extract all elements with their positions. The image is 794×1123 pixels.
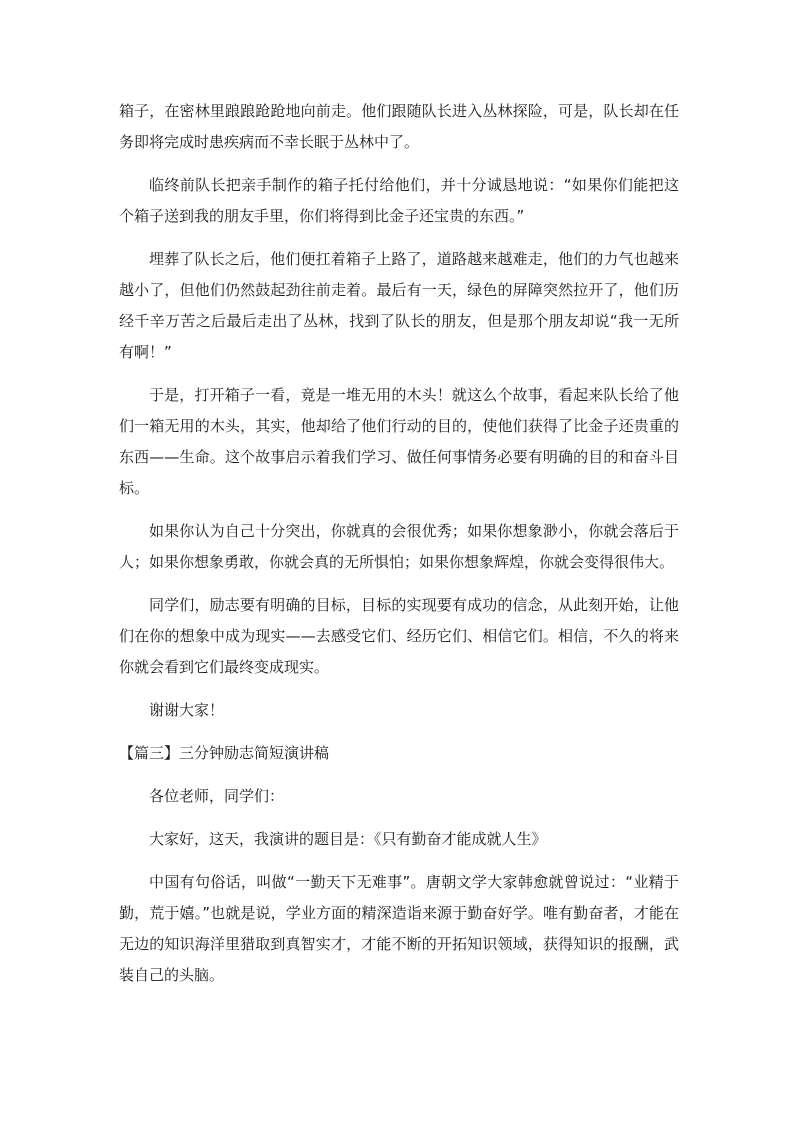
salutation: 各位老师，同学们： — [149, 787, 285, 805]
paragraph-2: 临终前队长把亲手制作的箱子托付给他们，并十分诚恳地说：“如果你们能把这个箱子送到我的朋友手里，你们将得到比金子还宝贵的东西。” — [119, 176, 679, 225]
speech-title-line: 大家好，这天，我演讲的题目是：《只有勤奋才能成就人生》 — [149, 830, 547, 848]
paragraph-5: 如果你认为自己十分突出，你就真的会很优秀；如果你想象渺小，你就会落后于人；如果你想象勇敢，你就会真的无所惧怕；如果你想象辉煌，你就会变得很伟大。 — [119, 522, 679, 571]
document-body — [119, 96, 679, 1003]
paragraph-8: 中国有句俗话，叫做“一勤天下无难事”。唐朝文学大家韩愈就曾说过：“业精于勤，荒于嬉。”也就是说，学业方面的精深造诣来源于勤奋好学。唯有勤奋者，才能在无边的知识海洋里猎取到真智实才，才能不断的开拓知识领域，获得知识的报酬，武装自己的头脑。 — [119, 873, 679, 984]
paragraph-1: 箱子，在密林里踉踉跄跄地向前走。他们跟随队长进入丛林探险，可是，队长却在任务即将完成时患疾病而不幸长眠于丛林中了。 — [119, 102, 679, 151]
paragraph-4: 于是，打开箱子一看，竟是一堆无用的木头！就这么个故事，看起来队长给了他们一箱无用的木头，其实，他却给了他们行动的目的，使他们获得了比金子还贵重的东西——生命。这个故事启示着我们学习、做任何事情务必要有明确的目的和奋斗目标。 — [119, 386, 679, 497]
paragraph-7: 谢谢大家！ — [149, 701, 225, 719]
paragraph-3: 埋葬了队长之后，他们便扛着箱子上路了，道路越来越难走，他们的力气也越来越小了，但他们仍然鼓起劲往前走着。最后有一天，绿色的屏障突然拉开了，他们历经千辛万苦之后最后走出了丛林，找到了队长的朋友，但是那个朋友却说“我一无所有啊！” — [119, 250, 679, 361]
section-heading: 【篇三】三分钟励志简短演讲稿 — [119, 744, 330, 762]
paragraph-6: 同学们，励志要有明确的目标，目标的实现要有成功的信念，从此刻开始，让他们在你的想象中成为现实——去感受它们、经历它们、相信它们。相信，不久的将来你就会看到它们最终变成现实。 — [119, 596, 679, 676]
